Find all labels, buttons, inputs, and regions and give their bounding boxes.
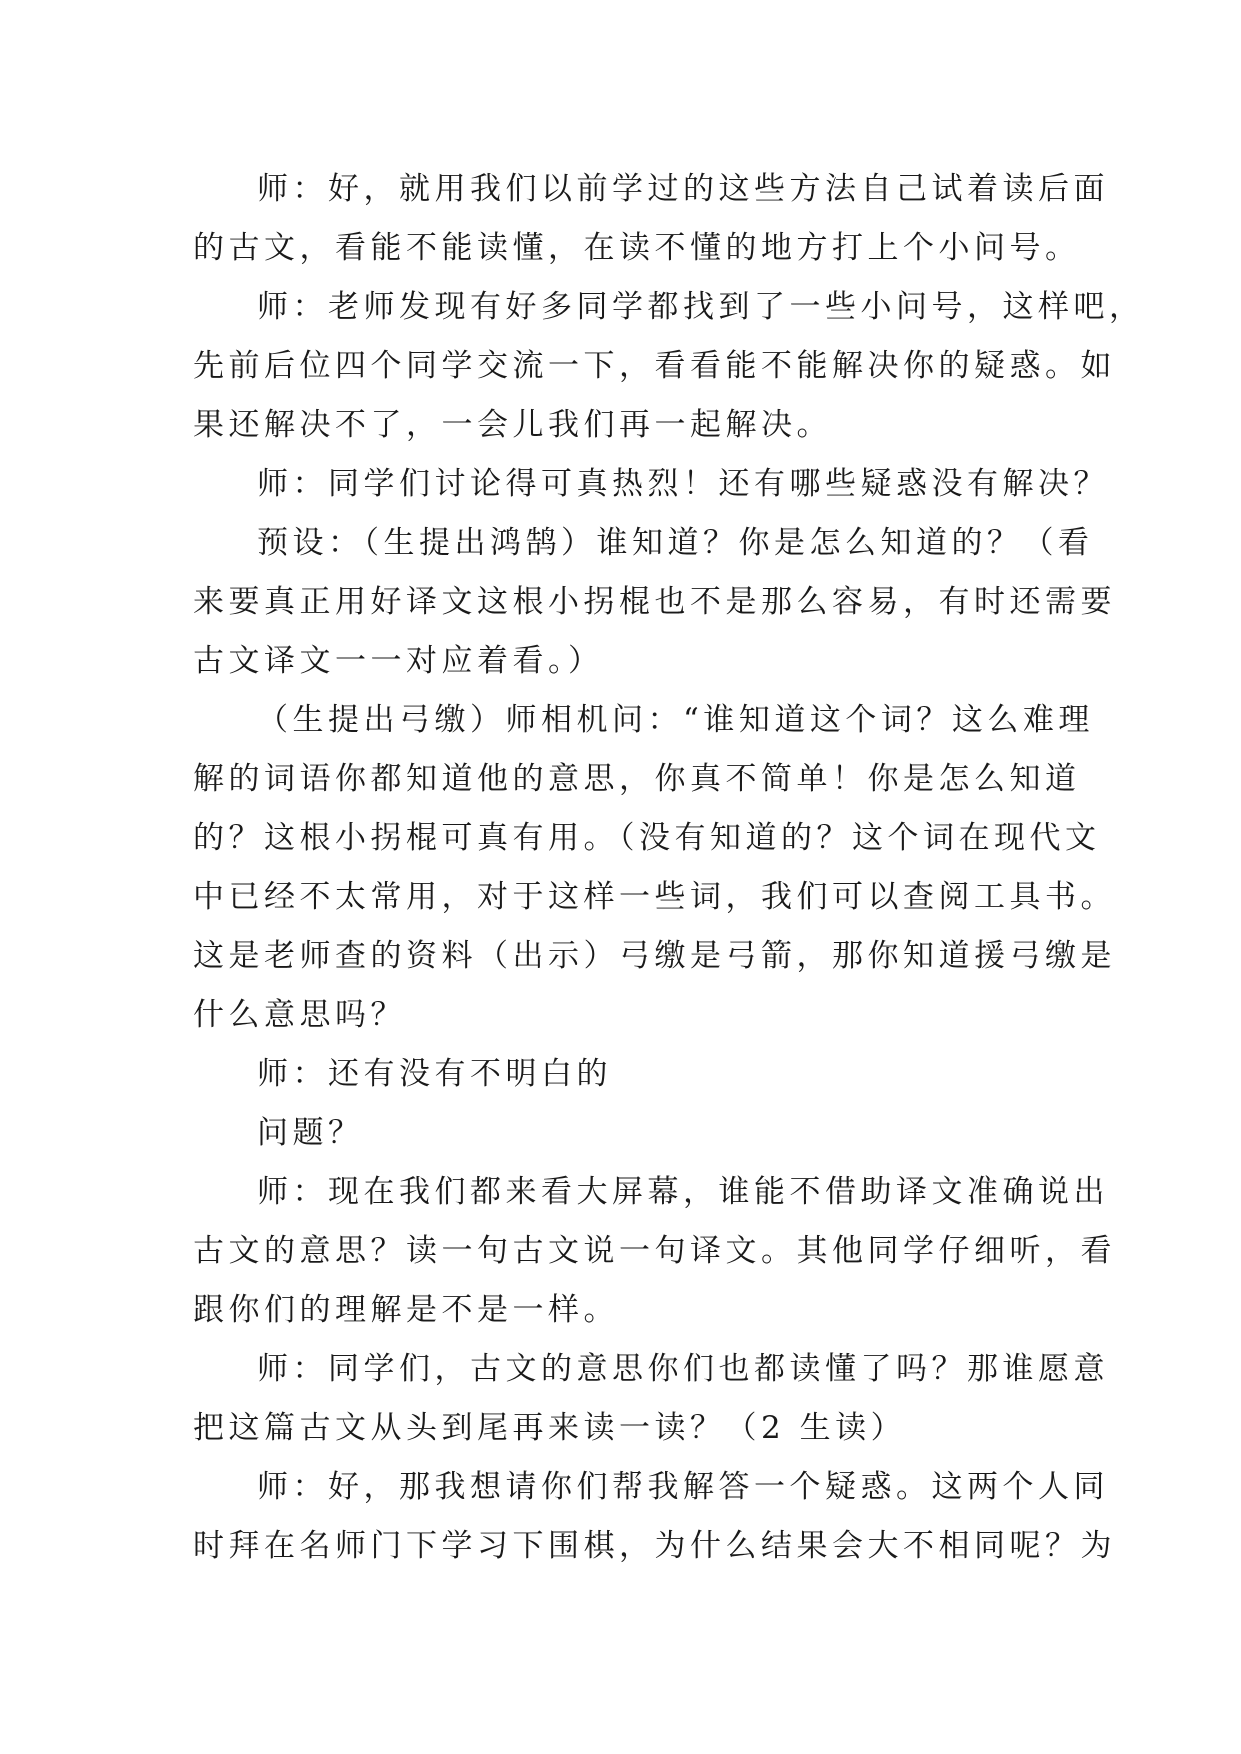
text-line: 古文译文一一对应着看。） [193, 643, 604, 679]
text-line: 的古文，看能不能读懂，在读不懂的地方打上个小问号。 [193, 230, 1081, 266]
text-line: 来要真正用好译文这根小拐棍也不是那么容易，有时还需要 [193, 584, 1116, 620]
text-line: 古文的意思？读一句古文说一句译文。其他同学仔细听，看 [193, 1233, 1116, 1269]
text-line: 师：同学们讨论得可真热烈！还有哪些疑惑没有解决？ [257, 466, 1109, 502]
text-line: （生提出弓缴）师相机问：“谁知道这个词？这么难理 [257, 702, 1094, 738]
text-line: 这是老师查的资料（出示）弓缴是弓箭，那你知道援弓缴是 [193, 938, 1116, 974]
text-line: 问题？ [257, 1115, 364, 1151]
text-line: 先前后位四个同学交流一下，看看能不能解决你的疑惑。如 [193, 348, 1116, 384]
text-line: 师：还有没有不明白的 [257, 1056, 612, 1092]
text-line: 师：现在我们都来看大屏幕，谁能不借助译文准确说出 [257, 1174, 1109, 1210]
text-line: 师：好，就用我们以前学过的这些方法自己试着读后面 [257, 171, 1109, 207]
text-line: 时拜在名师门下学习下围棋，为什么结果会大不相同呢？为 [193, 1528, 1116, 1564]
text-line: 中已经不太常用，对于这样一些词，我们可以查阅工具书。 [193, 879, 1116, 915]
text-line: 的？这根小拐棍可真有用。（没有知道的？这个词在现代文 [193, 820, 1101, 856]
text-line: 师：老师发现有好多同学都找到了一些小问号，这样吧， [257, 289, 1145, 325]
text-line: 师：好，那我想请你们帮我解答一个疑惑。这两个人同 [257, 1469, 1109, 1505]
text-line: 预设：（生提出鸿鹄）谁知道？你是怎么知道的？（看 [257, 525, 1094, 561]
text-line: 解的词语你都知道他的意思，你真不简单！你是怎么知道 [193, 761, 1081, 797]
text-line: 把这篇古文从头到尾再来读一读？（2 生读） [193, 1410, 907, 1446]
text-line: 跟你们的理解是不是一样。 [193, 1292, 619, 1328]
text-line: 师：同学们，古文的意思你们也都读懂了吗？那谁愿意 [257, 1351, 1109, 1387]
text-line: 什么意思吗？ [193, 997, 406, 1033]
document-page [193, 160, 1145, 1576]
text-line: 果还解决不了，一会儿我们再一起解决。 [193, 407, 832, 443]
